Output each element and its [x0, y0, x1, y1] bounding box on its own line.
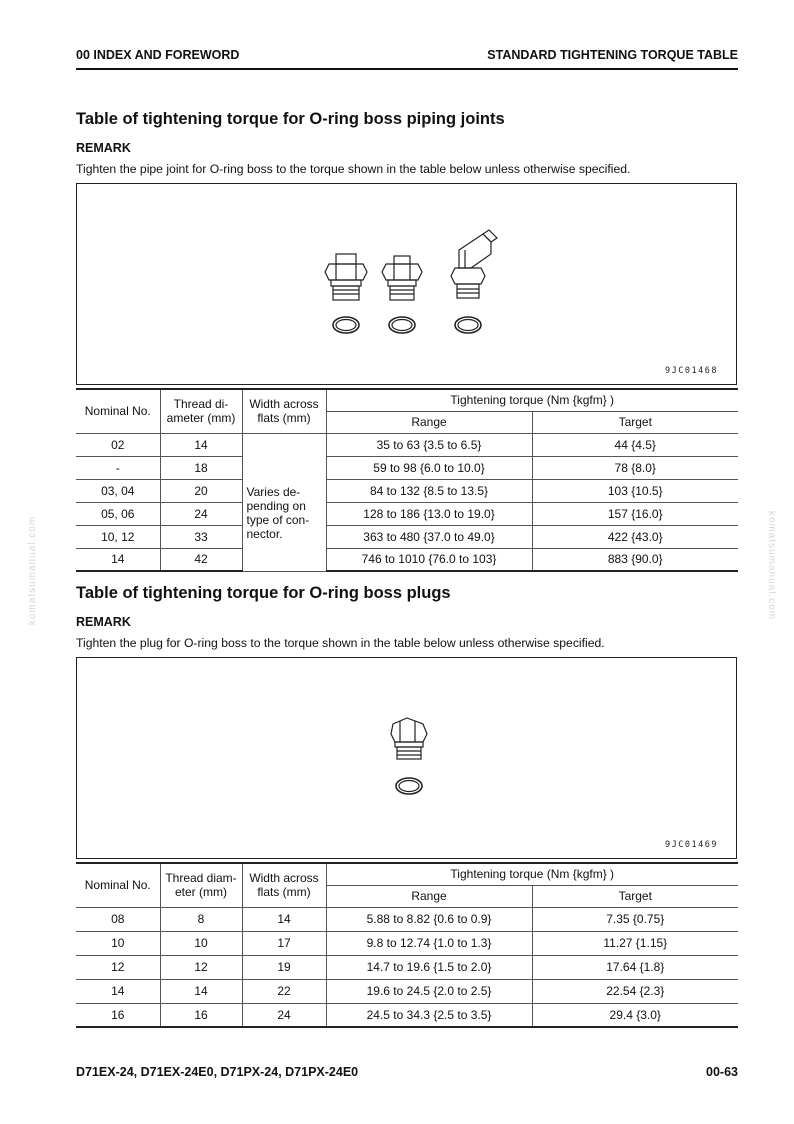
section2-remark: REMARK: [76, 615, 131, 629]
cell-thread: 20: [160, 479, 242, 502]
cell-thread: 16: [160, 1003, 242, 1027]
cell-range: 9.8 to 12.74 {1.0 to 1.3}: [326, 931, 532, 955]
table1-header-range: Range: [326, 411, 532, 433]
cell-target: 422 {43.0}: [532, 525, 738, 548]
cell-width: 17: [242, 931, 326, 955]
cell-target: 22.54 {2.3}: [532, 979, 738, 1003]
cell-range: 24.5 to 34.3 {2.5 to 3.5}: [326, 1003, 532, 1027]
straight-fitting-1-icon: [325, 254, 367, 333]
cell-target: 157 {16.0}: [532, 502, 738, 525]
cell-thread: 14: [160, 979, 242, 1003]
cell-nominal: 10: [76, 931, 160, 955]
cell-nominal: 16: [76, 1003, 160, 1027]
straight-fitting-2-icon: [382, 256, 422, 333]
cell-nominal: 10, 12: [76, 525, 160, 548]
table-row: [76, 979, 738, 1003]
cell-thread: 24: [160, 502, 242, 525]
cell-range: 19.6 to 24.5 {2.0 to 2.5}: [326, 979, 532, 1003]
cell-nominal: 05, 06: [76, 502, 160, 525]
table-row: [76, 907, 738, 931]
header-rule: [76, 68, 738, 70]
figure-piping-joints: [76, 183, 737, 385]
table1-header-target: Target: [532, 411, 738, 433]
cell-nominal: 08: [76, 907, 160, 931]
table-row: [76, 548, 738, 571]
cell-range: 746 to 1010 {76.0 to 103}: [326, 548, 532, 571]
table-row: [76, 479, 738, 502]
cell-width-varies: Varies de- pending on type of con- nector.: [242, 456, 326, 571]
table-row: [76, 502, 738, 525]
cell-range: 35 to 63 {3.5 to 6.5}: [326, 433, 532, 456]
cell-thread: 18: [160, 456, 242, 479]
section2-note: Tighten the plug for O-ring boss to the torque shown in the table below unless otherwise specified.: [76, 636, 605, 650]
cell-nominal: 12: [76, 955, 160, 979]
cell-width: 19: [242, 955, 326, 979]
plug-icon: [391, 718, 427, 794]
cell-range: 59 to 98 {6.0 to 10.0}: [326, 456, 532, 479]
table2-header-torque: Tightening torque (Nm {kgfm} ): [326, 863, 738, 885]
table2-header-width: Width across flats (mm): [242, 863, 326, 907]
figure-code-2: 9JC01469: [665, 840, 718, 850]
table-row: [76, 955, 738, 979]
cell-range: 14.7 to 19.6 {1.5 to 2.0}: [326, 955, 532, 979]
cell-target: 103 {10.5}: [532, 479, 738, 502]
elbow-fitting-icon: [451, 230, 497, 333]
section1-remark: REMARK: [76, 141, 131, 155]
cell-width: 24: [242, 1003, 326, 1027]
cell-range: 5.88 to 8.82 {0.6 to 0.9}: [326, 907, 532, 931]
piping-joints-torque-table: [76, 388, 738, 572]
watermark-right: komatsumanual.com: [766, 510, 778, 621]
watermark-left: komatsumanual.com: [27, 515, 39, 626]
cell-thread: 33: [160, 525, 242, 548]
cell-range: 128 to 186 {13.0 to 19.0}: [326, 502, 532, 525]
table2-header-range: Range: [326, 885, 532, 907]
page-number: 00-63: [706, 1065, 738, 1079]
cell-nominal: -: [76, 456, 160, 479]
header-section: STANDARD TIGHTENING TORQUE TABLE: [487, 48, 738, 62]
table-row: [76, 525, 738, 548]
cell-target: 44 {4.5}: [532, 433, 738, 456]
table-row: [76, 1003, 738, 1027]
cell-thread: 10: [160, 931, 242, 955]
figure-code-1: 9JC01468: [665, 366, 718, 376]
cell-target: 883 {90.0}: [532, 548, 738, 571]
cell-nominal: 14: [76, 979, 160, 1003]
table1-header-width: Width across flats (mm): [242, 389, 326, 433]
boss-plug-illustration: [77, 658, 736, 858]
section1-note: Tighten the pipe joint for O-ring boss to the torque shown in the table below unless otherwise specified.: [76, 162, 631, 176]
cell-thread: 14: [160, 433, 242, 456]
figure-boss-plug: [76, 657, 737, 859]
cell-range: 363 to 480 {37.0 to 49.0}: [326, 525, 532, 548]
table-row: [76, 456, 738, 479]
table-row: [76, 433, 738, 456]
cell-target: 17.64 {1.8}: [532, 955, 738, 979]
header-chapter: 00 INDEX AND FOREWORD: [76, 48, 240, 62]
cell-target: 11.27 {1.15}: [532, 931, 738, 955]
cell-width: 22: [242, 979, 326, 1003]
table1-header-row-1: [76, 389, 738, 411]
cell-thread: 12: [160, 955, 242, 979]
table2-header-target: Target: [532, 885, 738, 907]
table2-header-row-1: [76, 863, 738, 885]
cell-nominal: 03, 04: [76, 479, 160, 502]
cell-target: 78 {8.0}: [532, 456, 738, 479]
boss-plugs-torque-table: [76, 862, 738, 1028]
table1-header-thread: Thread di- ameter (mm): [160, 389, 242, 433]
cell-range: 84 to 132 {8.5 to 13.5}: [326, 479, 532, 502]
cell-target: 29.4 {3.0}: [532, 1003, 738, 1027]
cell-thread: 8: [160, 907, 242, 931]
cell-nominal: 02: [76, 433, 160, 456]
section1-title: Table of tightening torque for O-ring boss piping joints: [76, 110, 505, 128]
table2-header-thread: Thread diam- eter (mm): [160, 863, 242, 907]
cell-width: 14: [242, 907, 326, 931]
table1-header-nominal: Nominal No.: [76, 389, 160, 433]
cell-target: 7.35 {0.75}: [532, 907, 738, 931]
table2-header-nominal: Nominal No.: [76, 863, 160, 907]
table1-header-torque: Tightening torque (Nm {kgfm} ): [326, 389, 738, 411]
cell-width-empty: [242, 433, 326, 456]
section2-title: Table of tightening torque for O-ring boss plugs: [76, 584, 451, 602]
piping-joints-illustration: [77, 184, 736, 384]
cell-thread: 42: [160, 548, 242, 571]
table-row: [76, 931, 738, 955]
footer-models: D71EX-24, D71EX-24E0, D71PX-24, D71PX-24E0: [76, 1065, 359, 1079]
cell-nominal: 14: [76, 548, 160, 571]
